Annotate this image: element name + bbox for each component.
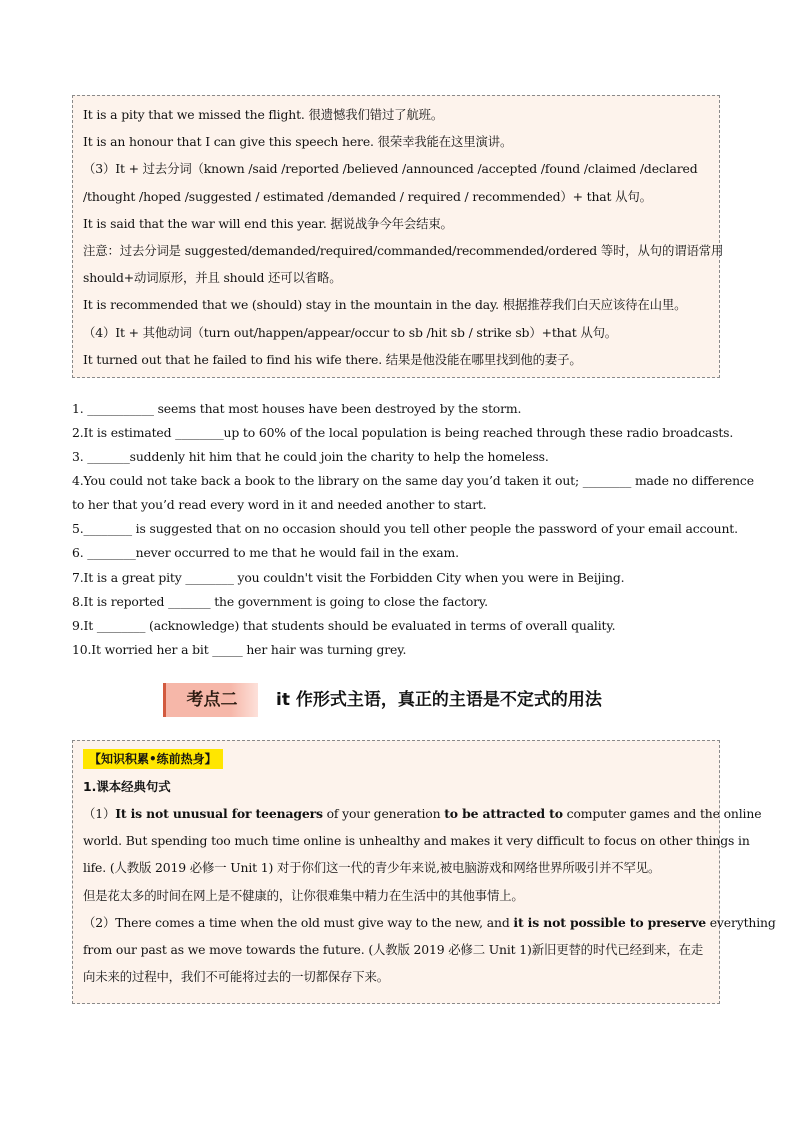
exercise-question: 5.________ is suggested that on no occasion should you tell other people the password of your email account. xyxy=(72,521,738,536)
note-line: （3）It + 过去分词（known /said /reported /believed /announced /accepted /found /claimed /declared xyxy=(83,161,698,177)
note-line: It is recommended that we (should) stay in the mountain in the day. 根据推荐我们白天应该待在山里。 xyxy=(83,297,687,313)
note-line: should+动词原形，并且 should 还可以省略。 xyxy=(83,270,342,286)
exercise-question: 8.It is reported _______ the government is going to close the factory. xyxy=(72,594,488,609)
knowledge-box xyxy=(72,740,776,1004)
bold-phrase: it is not possible to preserve xyxy=(513,914,706,930)
exercise-question: 4.You could not take back a book to the library on the same day you’d taken it out; ________ made no difference xyxy=(72,473,754,488)
note-line: It is said that the war will end this year. 据说战争今年会结束。 xyxy=(83,215,453,231)
text-segment: everything xyxy=(705,914,776,930)
note-line: 注意：过去分词是 suggested/demanded/required/commanded/recommended/ordered 等时，从句的谓语常用 xyxy=(83,242,724,258)
example-line: life. (人教版 2019 必修一 Unit 1) 对于你们这一代的青少年来说,被电脑游戏和网络世界所吸引并不罕见。 xyxy=(83,860,661,876)
note-line: It turned out that he failed to find his wife there. 结果是他没能在哪里找到他的妻子。 xyxy=(83,351,582,367)
note-line: It is a pity that we missed the flight. 很遗憾我们错过了航班。 xyxy=(83,107,444,122)
bold-phrase: It is not unusual for teenagers xyxy=(115,806,323,821)
grammar-notes-box xyxy=(72,95,724,378)
section-tab-label: 考点二 xyxy=(163,683,258,717)
exercise-question: 1. ___________ seems that most houses have been destroyed by the storm. xyxy=(72,401,522,416)
note-line: （4）It + 其他动词（turn out/happen/appear/occur to sb /hit sb / strike sb）+that 从句。 xyxy=(83,324,618,340)
note-line: /thought /hoped /suggested / estimated /demanded / required / recommended）+ that 从句。 xyxy=(83,188,652,204)
example-line xyxy=(83,909,776,936)
text-segment: computer games and the online xyxy=(562,806,762,821)
example-line: 向未来的过程中，我们不可能将过去的一切都保存下来。 xyxy=(83,969,390,985)
exercise-question: 6. ________never occurred to me that he would fail in the exam. xyxy=(72,545,459,560)
note-line: It is an honour that I can give this speech here. 很荣幸我能在这里演讲。 xyxy=(83,134,513,150)
exercise-question: 9.It ________ (acknowledge) that students should be evaluated in terms of overall quality. xyxy=(72,618,616,633)
text-segment: （2）There comes a time when the old must give way to the new, and xyxy=(83,914,514,930)
exercise-question: 2.It is estimated ________up to 60% of the local population is being reached through these radio broadcasts. xyxy=(72,425,734,440)
item-number: （1） xyxy=(83,806,116,821)
exercise-question-continued: to her that you’d read every word in it and needed another to start. xyxy=(72,497,487,512)
exercise-question: 3. _______suddenly hit him that he could join the charity to help the homeless. xyxy=(72,449,549,464)
example-line: from our past as we move towards the future. (人教版 2019 必修二 Unit 1)新旧更替的时代已经到来，在走 xyxy=(83,941,704,957)
bold-phrase: to be attracted to xyxy=(444,806,563,821)
example-line xyxy=(83,800,762,827)
exercise-question: 7.It is a great pity ________ you couldn't visit the Forbidden City when you were in Beijing. xyxy=(72,570,625,585)
text-segment: of your generation xyxy=(322,806,445,821)
exercise-question: 10.It worried her a bit _____ her hair was turning grey. xyxy=(72,642,407,657)
example-line: world. But spending too much time online is unhealthy and makes it very difficult to focus on other things in xyxy=(83,833,750,849)
subheading: 1.课本经典句式 xyxy=(83,779,171,794)
knowledge-tag: 【知识积累•练前热身】 xyxy=(83,749,223,769)
example-line: 但是花太多的时间在网上是不健康的，让你很难集中精力在生活中的其他事情上。 xyxy=(83,887,524,903)
section-title: it 作形式主语，真正的主语是不定式的用法 xyxy=(276,690,602,710)
